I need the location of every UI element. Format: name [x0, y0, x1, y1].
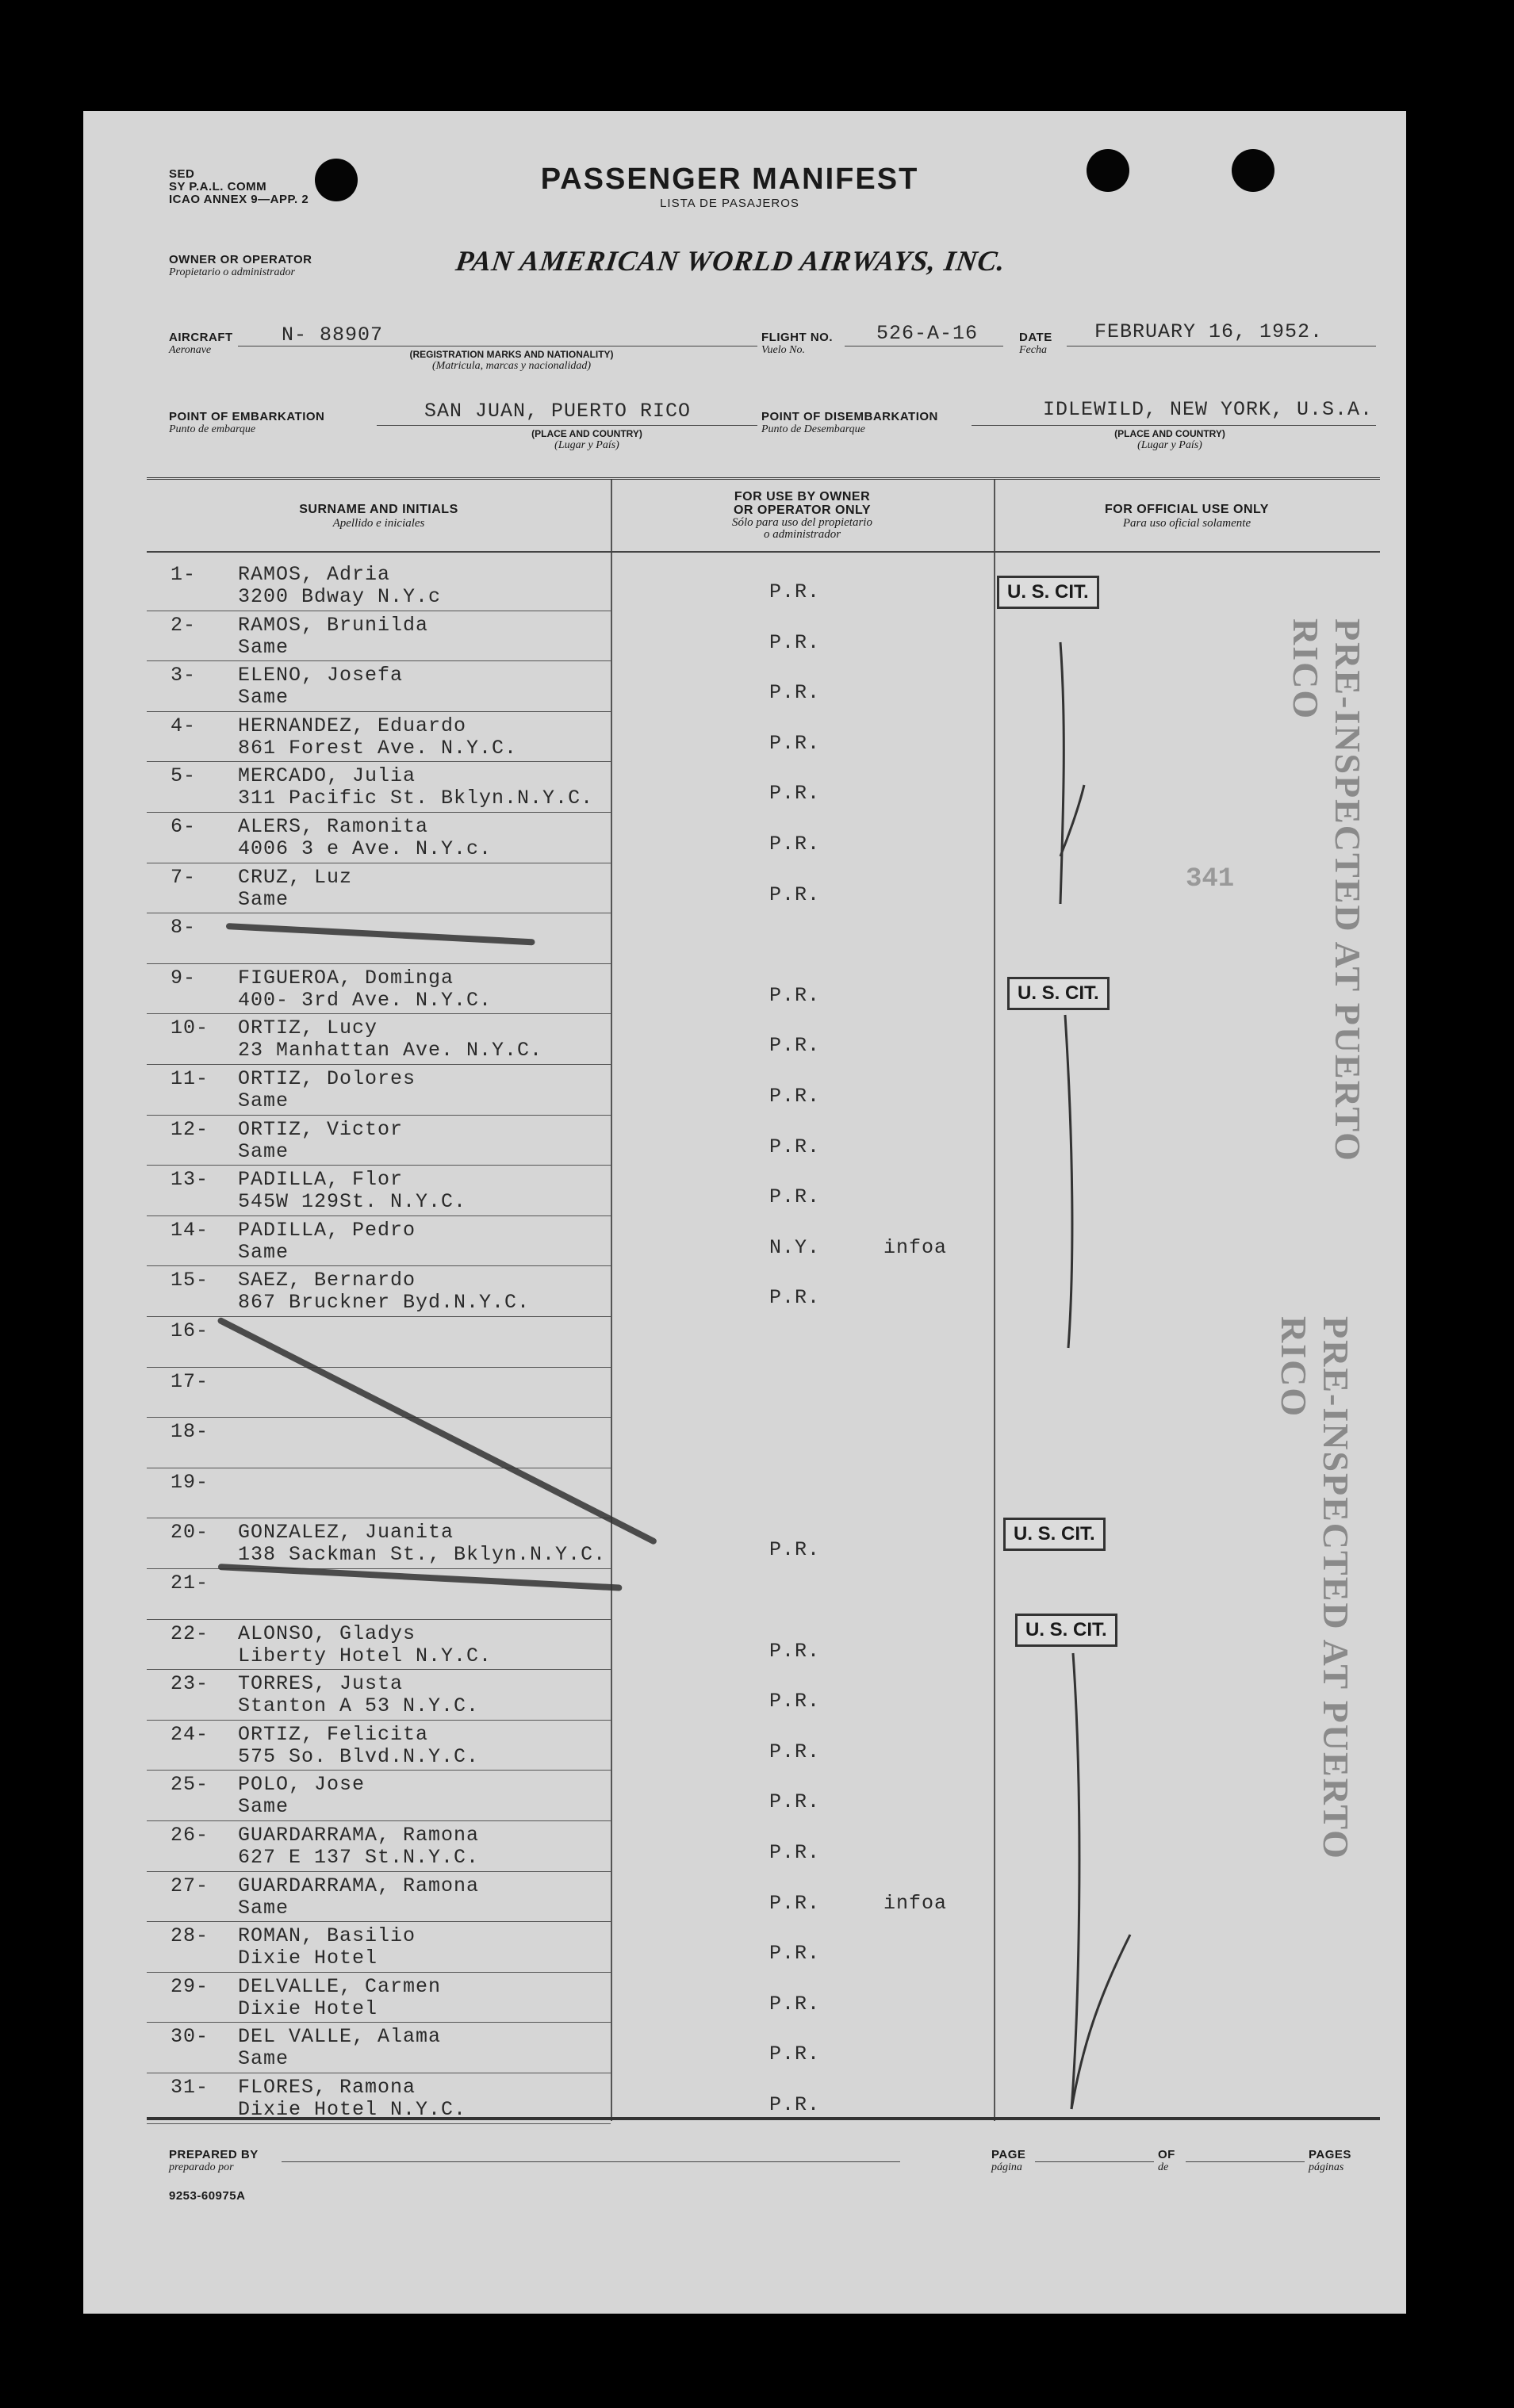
row-number: 2- — [171, 613, 197, 637]
destination-code: P.R. infoa — [769, 1891, 948, 1915]
passenger-address: Same — [238, 686, 289, 710]
row-number: 25- — [171, 1773, 209, 1797]
disembark-label: POINT OF DISEMBARKATION — [761, 410, 938, 423]
passenger-name: DEL VALLE, Alama — [238, 2025, 442, 2049]
row-number: 13- — [171, 1168, 209, 1192]
passenger-name: MERCADO, Julia — [238, 764, 416, 788]
passenger-address: 138 Sackman St., Bklyn.N.Y.C. — [238, 1543, 607, 1567]
divider — [1186, 2161, 1305, 2162]
passenger-address: Dixie Hotel — [238, 1996, 378, 2020]
passenger-address: 627 E 137 St.N.Y.C. — [238, 1846, 480, 1869]
destination-code: P.R. — [769, 580, 821, 603]
passenger-name: ORTIZ, Felicita — [238, 1722, 429, 1746]
destination-code: P.R. — [769, 1185, 821, 1209]
embark-value: SAN JUAN, PUERTO RICO — [424, 400, 692, 423]
flight-value: 526-A-16 — [876, 322, 979, 345]
passenger-name: SAEZ, Bernardo — [238, 1269, 416, 1292]
passenger-name: RAMOS, Adria — [238, 563, 391, 586]
passenger-name: FLORES, Ramona — [238, 2076, 416, 2099]
row-number: 21- — [171, 1572, 209, 1594]
preinspected-stamp: PRE-INSPECTED AT PUERTO RICO — [1274, 1316, 1356, 1860]
row-number: 8- — [171, 916, 197, 940]
destination-code: P.R. — [769, 1790, 821, 1814]
date-value: FEBRUARY 16, 1952. — [1094, 320, 1324, 343]
destination-code: P.R. — [769, 1740, 821, 1763]
destination-code: P.R. — [769, 1135, 821, 1158]
row-number: 12- — [171, 1117, 209, 1141]
destination-code: P.R. — [769, 1992, 821, 2016]
passenger-address: Same — [238, 1896, 289, 1920]
owner-value: PAN AMERICAN WORLD AIRWAYS, INC. — [454, 245, 1008, 277]
check-line — [1071, 1653, 1079, 2109]
destination-code: P.R. — [769, 1034, 821, 1058]
passenger-address: Same — [238, 635, 289, 659]
row-number: 26- — [171, 1824, 209, 1847]
form-number: 9253-60975A — [169, 2189, 246, 2203]
row-number: 19- — [171, 1470, 209, 1494]
embark-label: POINT OF EMBARKATION — [169, 410, 325, 423]
row-number: 9- — [171, 966, 197, 990]
destination-code: P.R. — [769, 1639, 821, 1663]
passenger-address: 23 Manhattan Ave. N.Y.C. — [238, 1039, 543, 1062]
signature-line — [282, 2161, 900, 2162]
passenger-name: ORTIZ, Victor — [238, 1117, 404, 1141]
flight-label-es: Vuelo No. — [761, 344, 805, 356]
passenger-address: 400- 3rd Ave. N.Y.C. — [238, 988, 493, 1012]
row-number: 14- — [171, 1218, 209, 1242]
passenger-name: ORTIZ, Lucy — [238, 1016, 378, 1040]
column-header-surname: SURNAME AND INITIALS Apellido e iniciales — [299, 503, 458, 530]
destination-code: P.R. — [769, 630, 821, 654]
passenger-name: GUARDARRAMA, Ramona — [238, 1874, 480, 1897]
passenger-address: Liberty Hotel N.Y.C. — [238, 1644, 493, 1667]
aircraft-label-es: Aeronave — [169, 344, 212, 356]
passenger-address: Same — [238, 1139, 289, 1163]
row-number: 22- — [171, 1621, 209, 1645]
passenger-name: ELENO, Josefa — [238, 664, 404, 687]
passenger-name: DELVALLE, Carmen — [238, 1974, 442, 1998]
row-number: 27- — [171, 1874, 209, 1897]
destination-code: P.R. — [769, 833, 821, 856]
row-number: 4- — [171, 714, 197, 737]
passenger-address: Same — [238, 1240, 289, 1264]
row-number: 1- — [171, 563, 197, 586]
page-block: PAGE página — [991, 2148, 1026, 2173]
row-number: 30- — [171, 2025, 209, 2049]
disembark-label-es: Punto de Desembarque — [761, 423, 865, 435]
us-cit-stamp: U. S. CIT. — [997, 576, 1099, 609]
passenger-name: TORRES, Justa — [238, 1672, 404, 1696]
row-number: 7- — [171, 865, 197, 889]
passenger-address: 575 So. Blvd.N.Y.C. — [238, 1744, 480, 1768]
pen-marks — [83, 111, 1406, 2314]
destination-code: P.R. — [769, 1085, 821, 1108]
passenger-address: 861 Forest Ave. N.Y.C. — [238, 736, 518, 760]
destination-code: N.Y. infoa — [769, 1235, 948, 1259]
row-number: 11- — [171, 1067, 209, 1090]
passenger-name: GUARDARRAMA, Ramona — [238, 1824, 480, 1847]
passenger-name: ORTIZ, Dolores — [238, 1067, 416, 1090]
destination-code: P.R. — [769, 731, 821, 755]
passenger-address: Same — [238, 887, 289, 911]
pages-block: PAGES páginas — [1309, 2148, 1351, 2173]
row-number: 29- — [171, 1974, 209, 1998]
aircraft-label: AIRCRAFT — [169, 331, 233, 344]
passenger-address: 311 Pacific St. Bklyn.N.Y.C. — [238, 787, 594, 810]
passenger-name: PADILLA, Flor — [238, 1168, 404, 1192]
destination-code: P.R. — [769, 882, 821, 906]
destination-code: P.R. — [769, 1538, 821, 1562]
row-number: 17- — [171, 1369, 209, 1393]
passenger-address: Stanton A 53 N.Y.C. — [238, 1694, 480, 1718]
check-line — [1071, 1935, 1130, 2109]
stamp-number: 341 — [1186, 864, 1235, 894]
passenger-name: PADILLA, Pedro — [238, 1218, 416, 1242]
passenger-name: POLO, Jose — [238, 1773, 366, 1797]
row-number: 31- — [171, 2076, 209, 2099]
destination-code: P.R. — [769, 1286, 821, 1310]
row-number: 20- — [171, 1521, 209, 1545]
destination-code: P.R. — [769, 2042, 821, 2066]
row-number: 3- — [171, 664, 197, 687]
aircraft-value: N- 88907 — [282, 323, 384, 346]
passenger-name: FIGUEROA, Dominga — [238, 966, 454, 990]
row-number: 5- — [171, 764, 197, 788]
aircraft-note: (REGISTRATION MARKS AND NATIONALITY) (Matricula, marcas y nacionalidad) — [409, 349, 614, 372]
owner-label: OWNER OR OPERATOR — [169, 253, 312, 266]
passenger-address: Same — [238, 2047, 289, 2071]
flight-label: FLIGHT NO. — [761, 331, 833, 344]
passenger-address: Same — [238, 1089, 289, 1112]
passenger-address: 4006 3 e Ave. N.Y.c. — [238, 837, 493, 860]
embark-note: (PLACE AND COUNTRY) (Lugar y País) — [531, 428, 642, 451]
passenger-address: 867 Bruckner Byd.N.Y.C. — [238, 1291, 531, 1315]
disembark-note: (PLACE AND COUNTRY) (Lugar y País) — [1114, 428, 1225, 451]
passenger-address: Same — [238, 1795, 289, 1819]
row-number: 24- — [171, 1722, 209, 1746]
passenger-name: CRUZ, Luz — [238, 865, 353, 889]
row-number: 15- — [171, 1269, 209, 1292]
check-line — [1060, 642, 1064, 904]
us-cit-stamp: U. S. CIT. — [1015, 1614, 1117, 1647]
passenger-name: ROMAN, Basilio — [238, 1924, 416, 1948]
column-header-owner-use: FOR USE BY OWNER OR OPERATOR ONLY Sólo para uso del propietario o administrador — [732, 490, 872, 541]
embark-label-es: Punto de embarque — [169, 423, 256, 435]
row-number: 10- — [171, 1016, 209, 1040]
passenger-address: 3200 Bdway N.Y.c — [238, 585, 442, 608]
row-number: 18- — [171, 1420, 209, 1444]
column-header-official-use: FOR OFFICIAL USE ONLY Para uso oficial solamente — [1105, 503, 1269, 530]
destination-code: P.R. — [769, 2093, 821, 2116]
row-number: 23- — [171, 1672, 209, 1696]
prepared-by-block: PREPARED BY preparado por — [169, 2148, 259, 2173]
corner-note: SED SY P.A.L. COMM ICAO ANNEX 9—APP. 2 — [169, 167, 309, 206]
passenger-name: RAMOS, Brunilda — [238, 613, 429, 637]
row-number: 28- — [171, 1924, 209, 1948]
preinspected-stamp: PRE-INSPECTED AT PUERTO RICO — [1286, 618, 1368, 1162]
passenger-name: ALERS, Ramonita — [238, 815, 429, 838]
us-cit-stamp: U. S. CIT. — [1007, 977, 1110, 1010]
passenger-name: ALONSO, Gladys — [238, 1621, 416, 1645]
passenger-name: HERNANDEZ, Eduardo — [238, 714, 467, 737]
destination-code: P.R. — [769, 1942, 821, 1966]
destination-code: P.R. — [769, 983, 821, 1007]
disembark-value: IDLEWILD, NEW YORK, U.S.A. — [1043, 398, 1374, 421]
destination-code: P.R. — [769, 782, 821, 806]
divider — [1035, 2161, 1154, 2162]
us-cit-stamp: U. S. CIT. — [1003, 1518, 1106, 1551]
page-subtitle: LISTA DE PASAJEROS — [660, 197, 799, 210]
date-label-es: Fecha — [1019, 344, 1047, 356]
check-line — [1065, 1015, 1072, 1348]
passenger-name: GONZALEZ, Juanita — [238, 1521, 454, 1545]
manifest-sheet — [83, 111, 1406, 2314]
of-block: OF de — [1158, 2148, 1175, 2173]
destination-code: P.R. — [769, 681, 821, 705]
owner-label-es: Propietario o administrador — [169, 266, 295, 278]
passenger-address: Dixie Hotel — [238, 1947, 378, 1970]
row-number: 6- — [171, 815, 197, 838]
page-title: PASSENGER MANIFEST — [540, 163, 919, 196]
row-number: 16- — [171, 1319, 209, 1342]
date-label: DATE — [1019, 331, 1052, 344]
passenger-address: 545W 129St. N.Y.C. — [238, 1190, 467, 1214]
destination-code: P.R. — [769, 1690, 821, 1713]
destination-code: P.R. — [769, 1841, 821, 1864]
passenger-address: Dixie Hotel N.Y.C. — [238, 2098, 467, 2121]
